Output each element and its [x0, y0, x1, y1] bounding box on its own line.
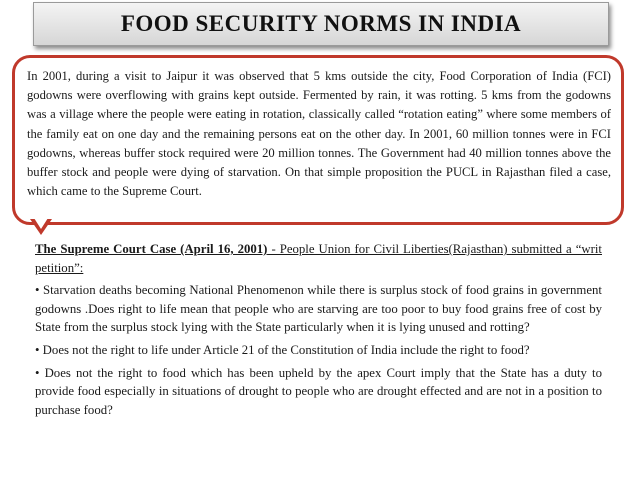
bullet-starvation: • Starvation deaths becoming National Phenomenon while there is surplus stock of food grains in government godowns .Does right to life mean that people who are starving are too poor to buy food grains free of cost by State from the surplus stock lying with the State particularly when it is lying unused and rotting? — [35, 283, 602, 335]
callout-box — [12, 55, 624, 225]
case-heading-bold: The Supreme Court Case (April 16, 2001) — [35, 242, 268, 256]
bullet-article-21: • Does not the right to life under Article 21 of the Constitution of India include the right to food? — [35, 342, 530, 357]
title-bar — [33, 2, 609, 46]
case-section — [35, 240, 602, 423]
callout-text: In 2001, during a visit to Jaipur it was observed that 5 kms outside the city, Food Corporation of India (FCI) godowns were overflowing with grains kept outside. Fermented by rain, it was rotting. 5 kms from the godowns was a village where the people were eating in rotation, classically called “rotation eating” where some members of the family eat on one day and the remaining persons eat on the other day. In 2001, 60 million tonnes were in FCI godowns, whereas buffer stock required were 20 million tonnes. The Government had 40 million tonnes above the buffer stock and people were dying of starvation. On that simple proposition the PUCL in Rajasthan filed a case, which came to the Supreme Court. — [27, 69, 611, 199]
slide-title: FOOD SECURITY NORMS IN INDIA — [120, 11, 522, 36]
case-heading-rest: - People Union for Civil Liberties(Rajasthan) submitted a “writ petition”: — [35, 242, 602, 275]
case-heading — [35, 240, 602, 277]
callout-tail-inner — [34, 218, 48, 229]
bullet-right-to-food: • Does not the right to food which has been upheld by the apex Court imply that the State has a duty to provide food especially in situations of drought to people who are drought effected and are not in a position to purchase food? — [35, 365, 602, 417]
